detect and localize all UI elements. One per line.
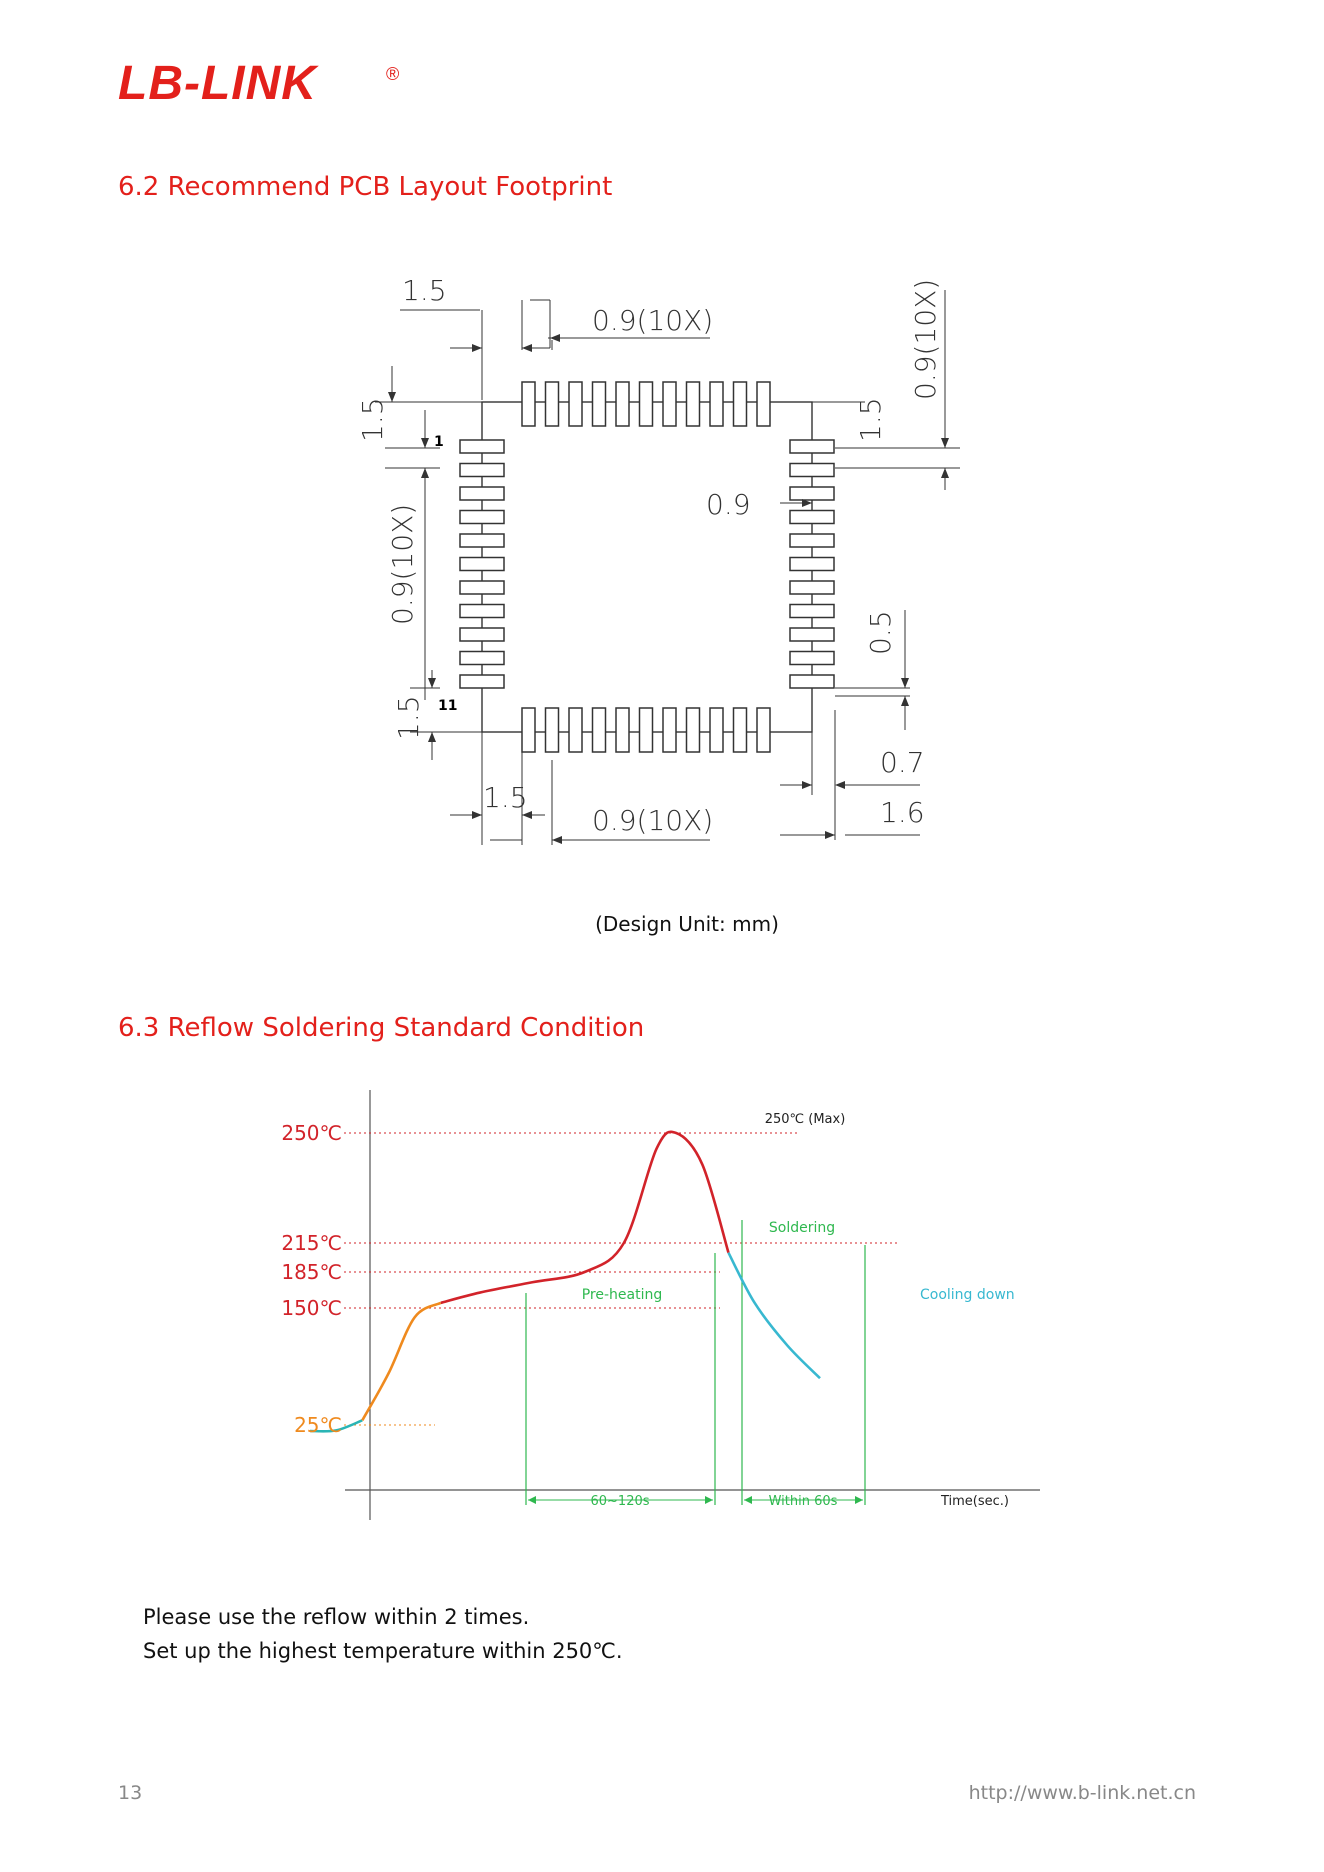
- pad-top: [546, 382, 559, 426]
- y-tick-label: 185℃: [281, 1260, 342, 1284]
- design-unit-caption: [0, 912, 1324, 936]
- span-arrow: [855, 1496, 863, 1504]
- dim-bottom-corner: 1.5: [483, 781, 528, 814]
- pad-right: [790, 464, 834, 477]
- pad-right: [790, 652, 834, 665]
- pad-right: [790, 675, 834, 688]
- dim-pad-length: 1.6: [880, 796, 925, 829]
- pads-right: [790, 440, 834, 688]
- pad-top: [569, 382, 582, 426]
- pin-11-label: 11: [438, 698, 458, 714]
- soldering-label: Soldering: [768, 1220, 836, 1236]
- span-arrow: [528, 1496, 536, 1504]
- pad-bottom: [546, 708, 559, 752]
- pad-left: [460, 558, 504, 571]
- span-arrow: [705, 1496, 713, 1504]
- pcb-footprint-diagram: [350, 270, 970, 850]
- section-title-reflow: 6.3 Reflow Soldering Standard Condition: [118, 1013, 645, 1043]
- pad-right: [790, 581, 834, 594]
- dim-bottom-overhang: 0.7: [880, 746, 925, 779]
- span-arrow: [744, 1496, 752, 1504]
- logo-text: LB-LINK: [118, 57, 317, 110]
- pad-left: [460, 628, 504, 641]
- chart-zone-lines: [526, 1220, 865, 1505]
- chart-axes: [345, 1090, 1040, 1520]
- y-tick-label: 150℃: [281, 1296, 342, 1320]
- caption-text: (Design Unit: mm): [595, 912, 779, 936]
- reflow-notes: [143, 1600, 623, 1668]
- pad-top: [687, 382, 700, 426]
- dim-pad-gap: 0.5: [864, 610, 897, 655]
- pad-left: [460, 605, 504, 618]
- dim-left-pitch: 0.9(10X): [386, 503, 419, 625]
- footer-url: http://www.b-link.net.cn: [968, 1782, 1196, 1804]
- page-number: 13: [118, 1782, 143, 1804]
- pad-left: [460, 675, 504, 688]
- dim-left-corner: 1.5: [356, 397, 389, 442]
- dim-pad-width: 0.9: [706, 488, 751, 521]
- y-tick-label: 25℃: [294, 1413, 342, 1437]
- reflow-profile-chart: [260, 1085, 1050, 1525]
- pad-bottom: [640, 708, 653, 752]
- y-tick-label: 215℃: [281, 1231, 342, 1255]
- curve-warmup-segment: [362, 1303, 440, 1420]
- registered-mark: ®: [386, 64, 400, 84]
- pad-right: [790, 628, 834, 641]
- brand-logo: [118, 57, 408, 110]
- pad-left: [460, 487, 504, 500]
- preheat-duration-label: 60~120s: [590, 1494, 650, 1509]
- preheat-label: Pre-heating: [581, 1287, 663, 1303]
- pad-bottom: [734, 708, 747, 752]
- chart-curve: [310, 1132, 820, 1432]
- cooling-label: Cooling down: [920, 1287, 1015, 1303]
- peak-label: 250℃ (Max): [764, 1112, 846, 1127]
- pad-left: [460, 511, 504, 524]
- pad-bottom: [757, 708, 770, 752]
- pad-left: [460, 581, 504, 594]
- pads-bottom: [522, 708, 770, 752]
- pad-top: [640, 382, 653, 426]
- chart-gridlines: [344, 1133, 900, 1425]
- pads-top: [522, 382, 770, 426]
- pad-left: [460, 534, 504, 547]
- dim-right-pitch: 0.9(10X): [909, 278, 942, 400]
- pad-right: [790, 558, 834, 571]
- pad-top: [757, 382, 770, 426]
- note-line-2: Set up the highest temperature within 250℃.: [143, 1639, 623, 1663]
- y-tick-label: 250℃: [281, 1121, 342, 1145]
- pad-top: [522, 382, 535, 426]
- pad-right: [790, 534, 834, 547]
- pad-bottom: [663, 708, 676, 752]
- pad-left: [460, 440, 504, 453]
- dim-bottom-pitch: 0.9(10X): [592, 804, 714, 837]
- dim-top-pitch: 0.9(10X): [592, 304, 714, 337]
- pad-bottom: [687, 708, 700, 752]
- pad-top: [710, 382, 723, 426]
- pad-left: [460, 464, 504, 477]
- module-outline: [482, 402, 812, 732]
- pad-bottom: [593, 708, 606, 752]
- pad-top: [616, 382, 629, 426]
- pad-right: [790, 440, 834, 453]
- section-title-pcb-layout: 6.2 Recommend PCB Layout Footprint: [118, 172, 613, 202]
- curve-heating-segment: [441, 1132, 729, 1303]
- x-axis-label: Time(sec.): [940, 1494, 1010, 1509]
- pad-left: [460, 652, 504, 665]
- dim-left-bottom-corner: 1.5: [392, 695, 425, 740]
- note-line-1: Please use the reflow within 2 times.: [143, 1605, 530, 1629]
- pin-1-label: 1: [434, 434, 444, 450]
- pad-top: [734, 382, 747, 426]
- pad-bottom: [710, 708, 723, 752]
- soldering-duration-label: Within 60s: [768, 1494, 838, 1509]
- pad-right: [790, 605, 834, 618]
- dim-right-corner: 1.5: [854, 397, 887, 442]
- pad-top: [593, 382, 606, 426]
- pad-bottom: [616, 708, 629, 752]
- pad-right: [790, 511, 834, 524]
- pad-bottom: [569, 708, 582, 752]
- pad-bottom: [522, 708, 535, 752]
- pad-top: [663, 382, 676, 426]
- pads-left: [460, 440, 504, 688]
- pad-right: [790, 487, 834, 500]
- dim-top-corner: 1.5: [402, 274, 447, 307]
